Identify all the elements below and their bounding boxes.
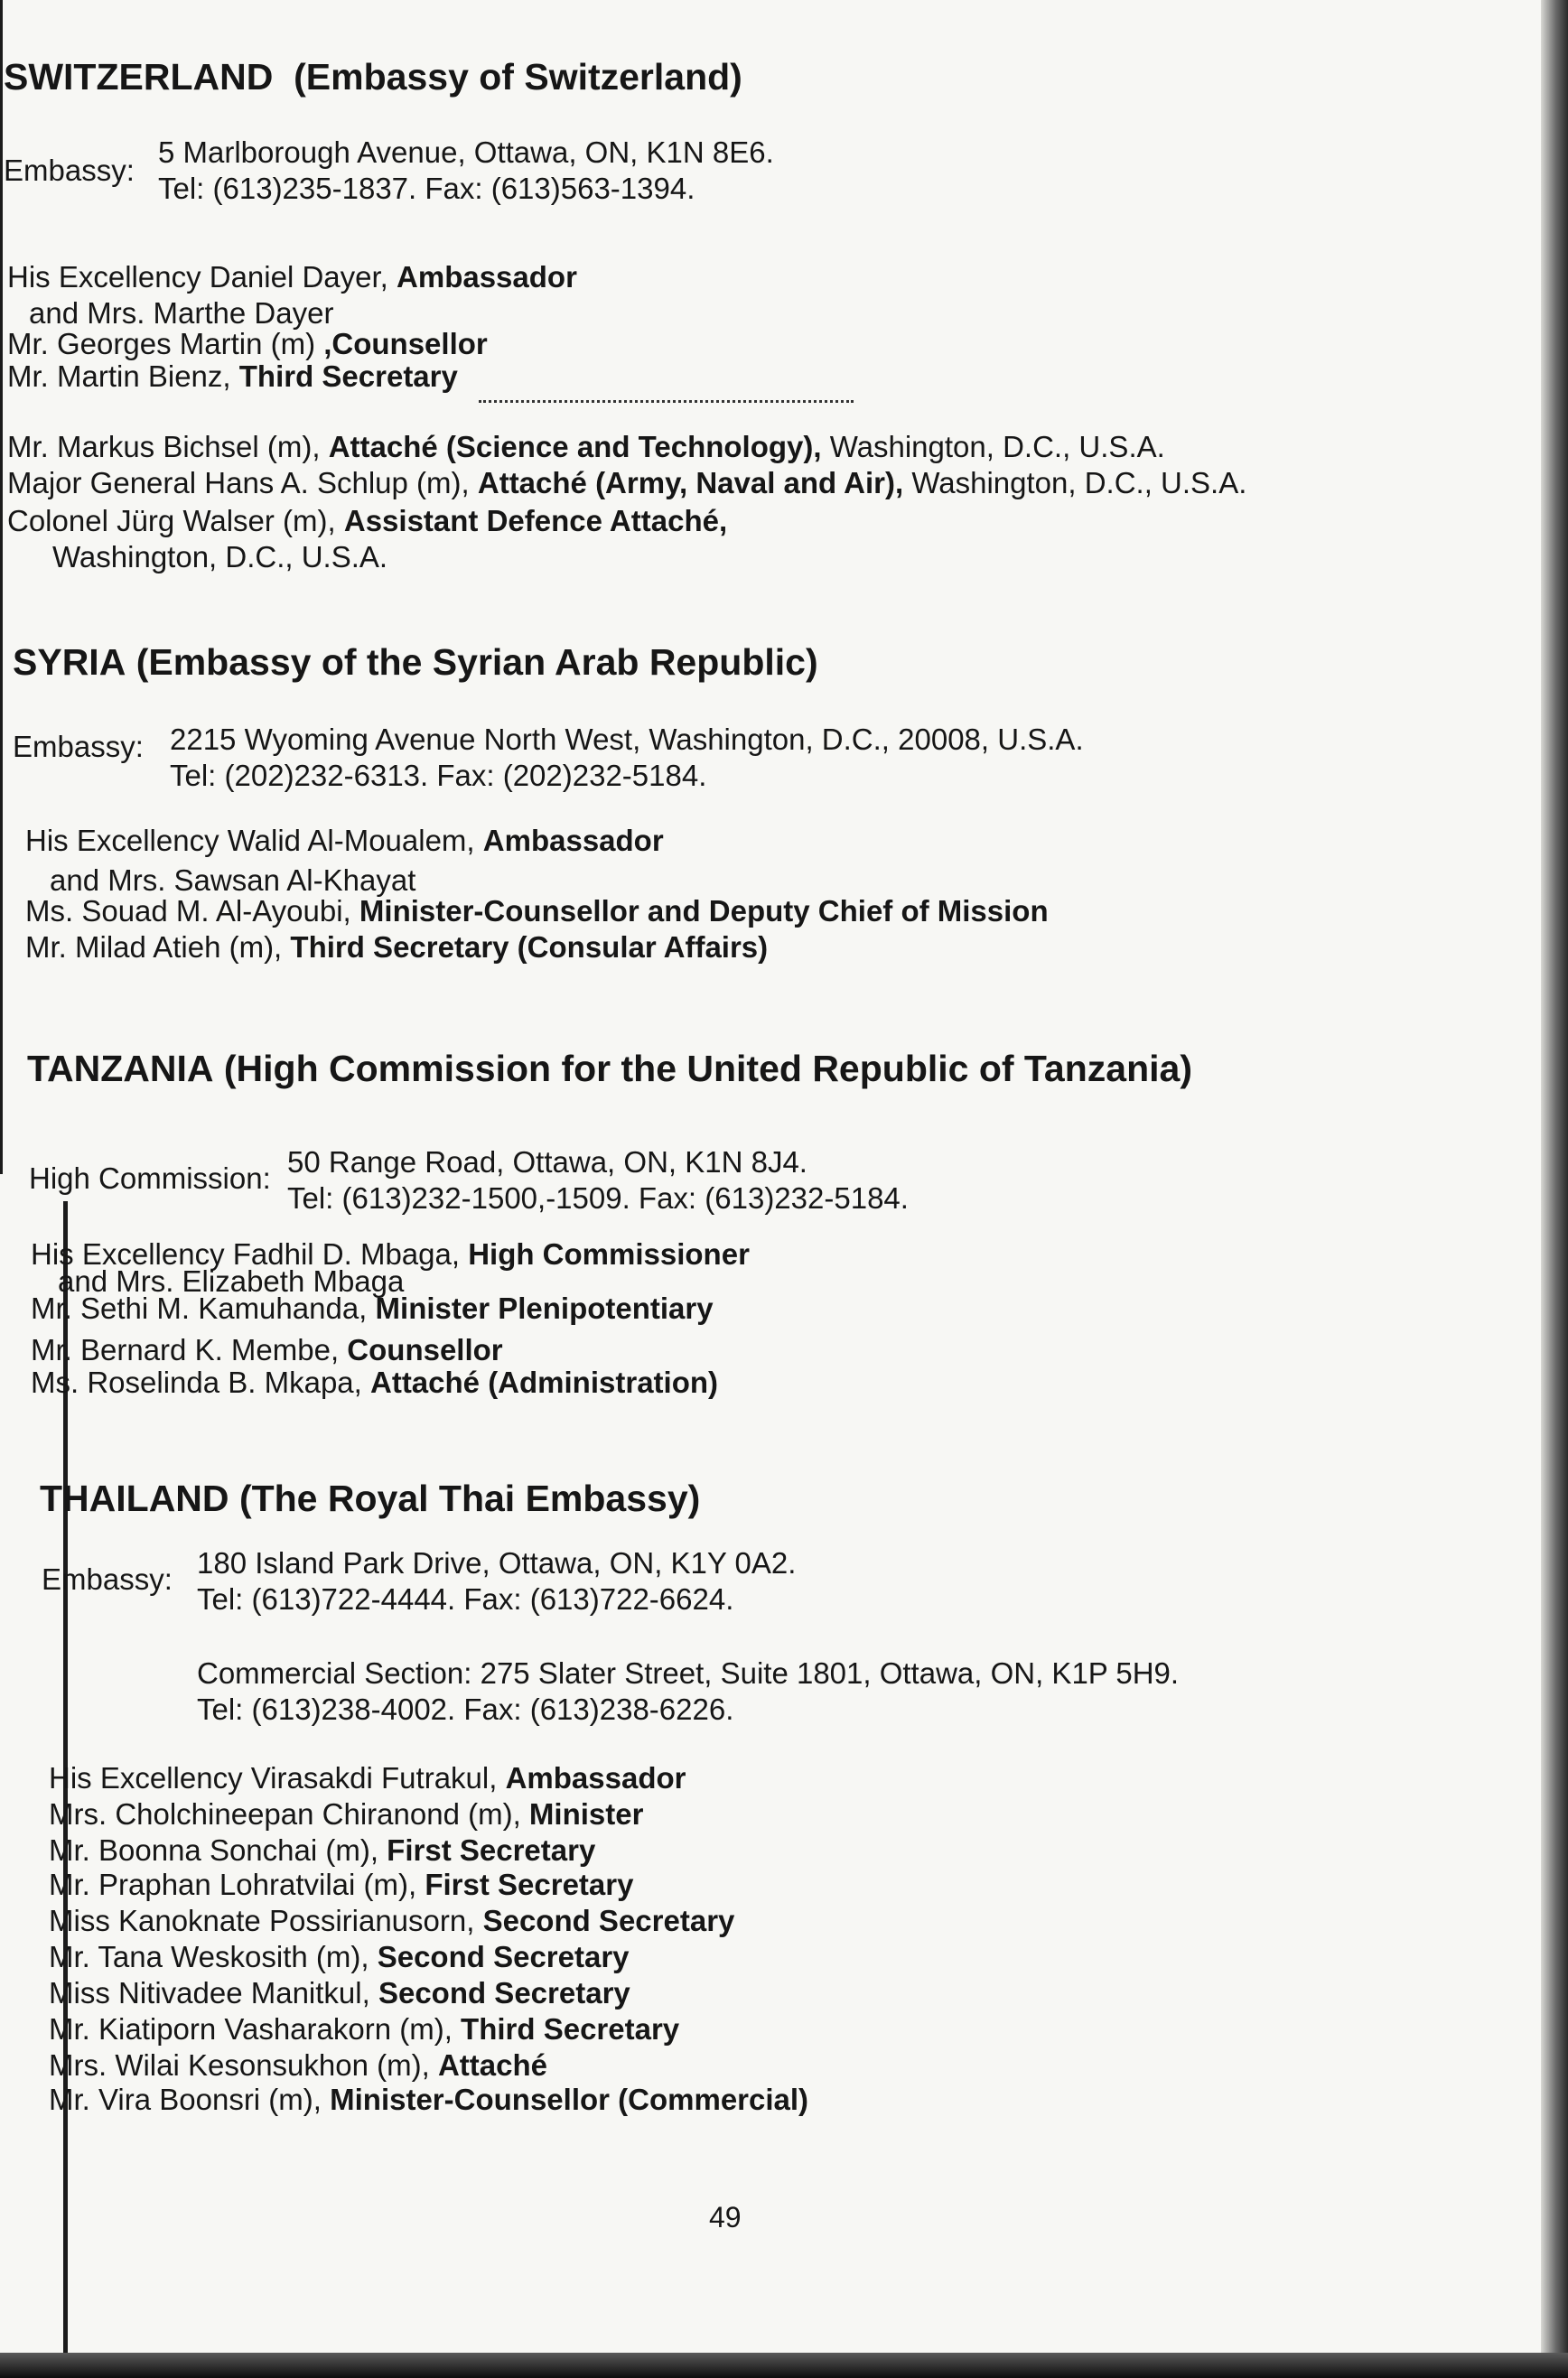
staff-line: Mr. Bernard K. Membe, Counsellor <box>31 1333 503 1366</box>
commercial-address-line: Commercial Section: 275 Slater Street, Suite 1801, Ottawa, ON, K1P 5H9. <box>197 1656 1180 1690</box>
dotted-separator <box>479 400 854 403</box>
staff-line: His Excellency Walid Al-Moualem, Ambassador <box>25 824 664 857</box>
staff-line: and Mrs. Marthe Dayer <box>29 296 334 330</box>
mission-full-name: (The Royal Thai Embassy) <box>238 1478 701 1519</box>
address-label: Embassy: <box>42 1562 173 1596</box>
address-line: 2215 Wyoming Avenue North West, Washington, D.C., 20008, U.S.A. <box>170 723 1084 756</box>
scan-bottom-edge <box>0 2353 1568 2378</box>
mission-full-name: (Embassy of the Syrian Arab Republic) <box>135 641 818 683</box>
section-heading-thailand <box>40 1478 700 1519</box>
mission-full-name: (High Commission for the United Republic of Tanzania) <box>223 1048 1192 1089</box>
staff-line: Ms. Souad M. Al-Ayoubi, Minister-Counsellor and Deputy Chief of Mission <box>25 894 1049 928</box>
regional-staff-line: Mr. Markus Bichsel (m), Attaché (Science and Technology), Washington, D.C., U.S.A. <box>7 430 1165 463</box>
mission-full-name: (Embassy of Switzerland) <box>294 56 742 98</box>
address-label: Embassy: <box>13 730 144 763</box>
country-name: SYRIA <box>13 641 126 683</box>
phone-fax-line: Tel: (613)722-4444. Fax: (613)722-6624. <box>197 1582 734 1616</box>
phone-fax-line: Tel: (613)235-1837. Fax: (613)563-1394. <box>158 172 695 205</box>
staff-line: and Mrs. Sawsan Al-Khayat <box>50 863 416 897</box>
staff-line: Mr. Boonna Sonchai (m), First Secretary <box>49 1833 596 1867</box>
country-name: SWITZERLAND <box>4 56 274 98</box>
page-number: 49 <box>709 2201 742 2233</box>
staff-line: Mr. Martin Bienz, Third Secretary <box>7 359 458 393</box>
regional-staff-line: Major General Hans A. Schlup (m), Attaché (Army, Naval and Air), Washington, D.C., U.S.A. <box>7 466 1247 499</box>
staff-line: Mr. Georges Martin (m) ,Counsellor <box>7 327 488 360</box>
country-name: THAILAND <box>40 1478 229 1519</box>
address-label: Embassy: <box>4 154 135 187</box>
staff-line: His Excellency Daniel Dayer, Ambassador <box>7 260 577 294</box>
staff-line: Mr. Milad Atieh (m), Third Secretary (Consular Affairs) <box>25 930 769 964</box>
staff-line: and Mrs. Elizabeth Mbaga <box>58 1264 405 1298</box>
staff-line: Mr. Praphan Lohratvilai (m), First Secretary <box>49 1868 634 1901</box>
staff-line: Mr. Vira Boonsri (m), Minister-Counsellor (Commercial) <box>49 2083 809 2116</box>
staff-line: Ms. Roselinda B. Mkapa, Attaché (Administration) <box>31 1366 719 1399</box>
staff-line: His Excellency Virasakdi Futrakul, Ambassador <box>49 1761 686 1795</box>
staff-line: Mr. Kiatiporn Vasharakorn (m), Third Secretary <box>49 2012 680 2046</box>
scan-binding-edge <box>1541 0 1568 2378</box>
section-heading-switzerland <box>4 56 742 98</box>
country-name: TANZANIA <box>27 1048 214 1089</box>
staff-line: Mr. Tana Weskosith (m), Second Secretary <box>49 1940 630 1973</box>
staff-line: Mrs. Wilai Kesonsukhon (m), Attaché <box>49 2048 547 2082</box>
regional-staff-line: Colonel Jürg Walser (m), Assistant Defence Attaché, <box>7 504 728 537</box>
staff-line: Miss Nitivadee Manitkul, Second Secretary <box>49 1976 630 2010</box>
phone-fax-line: Tel: (202)232-6313. Fax: (202)232-5184. <box>170 759 707 792</box>
section-heading-syria <box>13 641 818 683</box>
regional-staff-line: Washington, D.C., U.S.A. <box>52 540 388 574</box>
address-line: 50 Range Road, Ottawa, ON, K1N 8J4. <box>287 1145 807 1179</box>
address-label: High Commission: <box>29 1161 271 1195</box>
staff-line: Mr. Sethi M. Kamuhanda, Minister Plenipotentiary <box>31 1292 714 1325</box>
staff-line: Mrs. Cholchineepan Chiranond (m), Minister <box>49 1797 644 1831</box>
staff-line: Miss Kanoknate Possirianusorn, Second Secretary <box>49 1904 735 1937</box>
address-line: 5 Marlborough Avenue, Ottawa, ON, K1N 8E6. <box>158 135 774 169</box>
phone-fax-line: Tel: (613)232-1500,-1509. Fax: (613)232-5184. <box>287 1181 909 1215</box>
staff-line: His Excellency Fadhil D. Mbaga, High Commissioner <box>31 1237 750 1271</box>
section-heading-tanzania <box>27 1048 1192 1089</box>
address-line: 180 Island Park Drive, Ottawa, ON, K1Y 0A2. <box>197 1546 797 1580</box>
scan-margin-line <box>0 0 3 1174</box>
commercial-phone-fax-line: Tel: (613)238-4002. Fax: (613)238-6226. <box>197 1693 734 1726</box>
